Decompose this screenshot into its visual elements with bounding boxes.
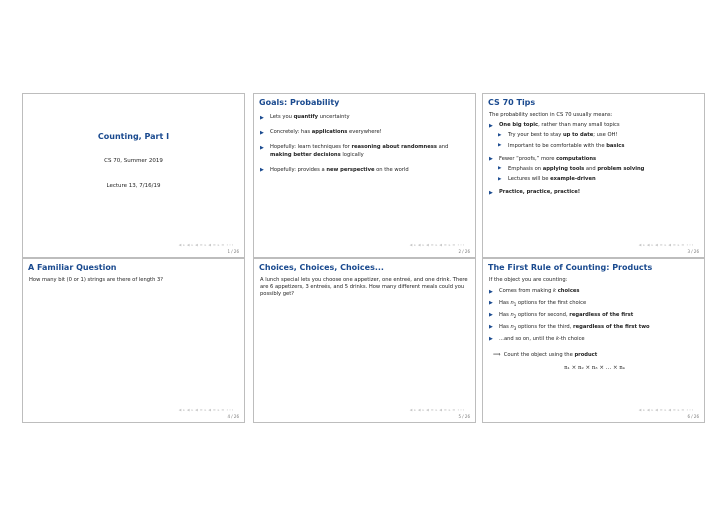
slide-heading: A Familiar Question [28,263,117,272]
bullet: ▶ Practice, practice, practice! [489,189,581,196]
page-number: 2 / 26 [458,249,470,254]
nav-controls[interactable]: ◀ ▸ ◀ ▸ ◀ ≡ ▸ ◀ ≡ ▸ ≡ ∙∘∙ [638,243,694,247]
sub-bullet: ▶ Try your best to stay up to date; use OH! [498,132,618,139]
page-number: 6 / 26 [687,414,699,419]
bullet-arrow-icon: ▶ [489,300,493,307]
slide-title [22,93,245,258]
slide-goals [253,93,476,258]
slide-product-rule [482,258,705,423]
bullet-arrow-icon: ▶ [489,324,493,331]
implies-line: ⟹ Count the object using the product [493,352,598,359]
intro-text: If the object you are counting: [489,277,568,283]
slide-heading: CS 70 Tips [488,98,536,107]
bullet-arrow-icon: ▶ [489,122,493,129]
bullet: ▶ Concretely: has applications everywhere! [260,129,382,136]
question-text: How many bit (0 or 1) strings are there of length 3? [29,277,164,283]
bullet-arrow-icon: ▶ [489,288,493,295]
slide-heading: Goals: Probability [259,98,340,107]
slide-tips [482,93,705,258]
sub-bullet: ▶ Lectures will be example-driven [498,176,596,183]
bullet: ▶ Has $n_3$ options for the third, regardless of the first two [489,323,650,331]
sub-bullet: ▶ Emphasis on applying tools and problem solving [498,165,645,172]
bullet-arrow-icon: ▶ [498,132,502,138]
bullet-arrow-icon: ▶ [260,114,264,121]
bullet: ▶ Comes from making k choices [489,288,580,295]
bullet-arrow-icon: ▶ [489,312,493,319]
slide-heading: The First Rule of Counting: Products [488,263,653,272]
lecture-info: Lecture 13, 7/16/19 [106,183,161,189]
slide-title-heading: Counting, Part I [97,132,170,141]
nav-controls[interactable]: ◀ ▸ ◀ ▸ ◀ ≡ ▸ ◀ ≡ ▸ ≡ ∙∘∙ [178,408,234,412]
intro-text: The probability section in CS 70 usually means: [489,112,613,118]
bullet: ▶ Has $n_1$ options for the first choice [489,299,587,307]
question-text: A lunch special lets you choose one appetizer, one entreé, and one drink. There are 6 appetizers, 3 entreés, and 5 drinks. How many different meals could you possibly get? [260,277,468,298]
bullet-arrow-icon: ▶ [489,336,493,343]
bullet-arrow-icon: ▶ [489,189,493,196]
bullet-arrow-icon: ▶ [498,143,502,149]
slide-heading: Choices, Choices, Choices... [259,263,384,272]
bullet-arrow-icon: ▶ [498,166,502,172]
course-name: CS 70, Summer 2019 [104,158,163,164]
page-number: 3 / 26 [687,249,699,254]
bullet: ▶ Hopefully: learn techniques for reasoning about randomness and making better decisions logically [260,144,449,158]
page-number: 4 / 26 [227,414,239,419]
nav-controls[interactable]: ◀ ▸ ◀ ▸ ◀ ≡ ▸ ◀ ≡ ▸ ≡ ∙∘∙ [178,243,234,247]
bullet-arrow-icon: ▶ [489,156,493,163]
bullet: ▶ One big topic, rather than many small topics [489,122,620,129]
bullet: ▶ Fewer “proofs,” more computations [489,155,597,163]
slide-familiar-question [22,258,245,423]
bullet: ▶ Has $n_2$ options for second, regardless of the first [489,311,634,319]
page-number: 1 / 26 [227,249,239,254]
nav-controls[interactable]: ◀ ▸ ◀ ▸ ◀ ≡ ▸ ◀ ≡ ▸ ≡ ∙∘∙ [638,408,694,412]
page-number: 5 / 26 [458,414,470,419]
bullet-arrow-icon: ▶ [260,167,264,174]
bullet: ▶ Lets you quantify uncertainty [260,114,350,121]
nav-controls[interactable]: ◀ ▸ ◀ ▸ ◀ ≡ ▸ ◀ ≡ ▸ ≡ ∙∘∙ [409,408,465,412]
bullet: ▶ ...and so on, until the k-th choice [489,335,585,343]
bullet-arrow-icon: ▶ [260,129,264,136]
implies-icon: ⟹ [493,352,501,359]
bullet: ▶ Hopefully: provides a new perspective on the world [260,166,409,174]
product-formula: n₁ × n₂ × n₃ × … × nₖ [564,365,625,372]
bullet-arrow-icon: ▶ [498,176,502,182]
slide-choices [253,258,476,423]
nav-controls[interactable]: ◀ ▸ ◀ ▸ ◀ ≡ ▸ ◀ ≡ ▸ ≡ ∙∘∙ [409,243,465,247]
bullet-arrow-icon: ▶ [260,144,264,151]
sub-bullet: ▶ Important to be comfortable with the basics [498,142,625,149]
